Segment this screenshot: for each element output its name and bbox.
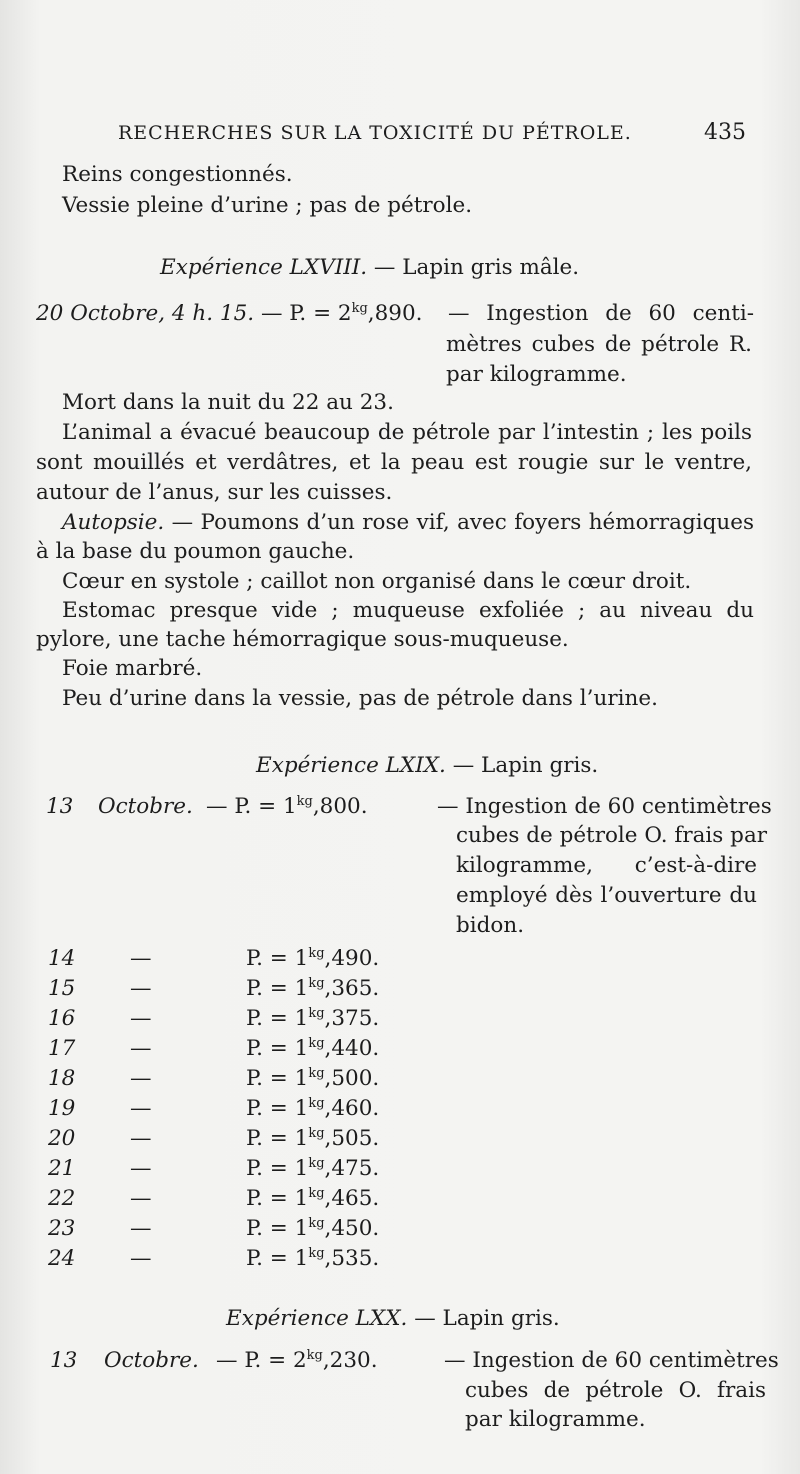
weight-suffix: ,365. [324, 976, 380, 1001]
weight-prefix: P. = 1 [246, 1096, 309, 1121]
weight-prefix: P. = 1 [246, 1126, 309, 1151]
text-line [62, 596, 754, 626]
text-line [62, 418, 752, 448]
weight-suffix: ,465. [324, 1186, 380, 1211]
row-day: 23 [48, 1216, 76, 1241]
justified-text: sont mouillés et verdâtres, et la peau est rougie sur le ventre, [36, 450, 752, 475]
row-day: 15 [48, 976, 76, 1001]
weight-unit: kg [308, 1216, 325, 1231]
ingestion-line: par kilogramme. [465, 1407, 646, 1432]
weight-prefix: P. = 1 [246, 1216, 309, 1241]
row-day: 17 [48, 1036, 76, 1061]
ingestion-text: cubes de pétrole O. frais [465, 1378, 766, 1403]
weight-unit: kg [308, 1186, 325, 1201]
text-line: Reins congestionnés. [62, 162, 293, 187]
ingestion-line: bidon. [456, 913, 525, 938]
experiment-heading [256, 751, 598, 781]
row-dash: — [130, 1216, 152, 1241]
weight-prefix: P. = 1 [246, 976, 309, 1001]
weight-suffix: ,375. [324, 1006, 380, 1031]
experiment-title: Expérience LXIX. [256, 753, 446, 778]
weight-suffix: ,440. [324, 1036, 380, 1061]
row-day: 16 [48, 1006, 76, 1031]
weight-unit: kg [308, 1156, 325, 1171]
row-day: 14 [48, 946, 76, 971]
row-weight [246, 1214, 379, 1244]
date-text: 20 Octobre, 4 h. 15. [36, 301, 255, 326]
row-dash: — [130, 1066, 152, 1091]
weight-unit: kg [296, 794, 313, 809]
ingestion-line [444, 1346, 779, 1376]
experiment-subject: — Lapin gris. [452, 753, 599, 778]
row-dash: — [130, 976, 152, 1001]
ingestion-text: kilogramme, c’est-à-dire [456, 853, 757, 878]
experiment-subject: — Lapin gris mâle. [373, 255, 580, 280]
weight-prefix: P. = 1 [246, 946, 309, 971]
weight-suffix: ,800. [312, 794, 368, 819]
weight-unit: kg [308, 1126, 325, 1141]
ingestion-text: cubes de pétrole O. frais par [456, 823, 768, 848]
weight-prefix: P. = 1 [246, 1186, 309, 1211]
weight-unit: kg [308, 1006, 325, 1021]
text-line: Mort dans la nuit du 22 au 23. [62, 390, 394, 415]
text-line: autour de l’anus, sur les cuisses. [36, 480, 393, 505]
row-weight [246, 1184, 379, 1214]
ingestion-line [437, 792, 772, 822]
justified-text: L’animal a évacué beaucoup de pétrole par l’intestin ; les poils [62, 420, 752, 445]
running-title: RECHERCHES SUR LA TOXICITÉ DU PÉTROLE. [118, 122, 632, 144]
row-weight [246, 1094, 379, 1124]
month-text: Octobre. [98, 794, 193, 819]
text-line: pylore, une tache hémorragique sous-muqueuse. [36, 627, 569, 652]
weight-unit: kg [308, 946, 325, 961]
weight-prefix: P. = 1 [246, 1006, 309, 1031]
ingestion-line: par kilogramme. [446, 362, 627, 387]
ingestion-text: — Ingestion de 60 centimètres [444, 1348, 779, 1373]
row-dash: — [130, 1036, 152, 1061]
weight-suffix: ,450. [324, 1216, 380, 1241]
experiment-heading [160, 253, 579, 283]
row-weight [246, 1154, 379, 1184]
justified-text: Estomac presque vide ; muqueuse exfoliée ; au niveau du [62, 598, 754, 623]
ingestion-line [456, 851, 757, 881]
ingestion-line [448, 299, 754, 329]
ingestion-text: — Ingestion de 60 centimètres [437, 794, 772, 819]
weight-suffix: ,535. [324, 1246, 380, 1271]
text-line: Vessie pleine d’urine ; pas de pétrole. [62, 193, 473, 218]
row-dash: — [130, 1096, 152, 1121]
row-weight [246, 974, 379, 1004]
weight-suffix: ,890. [367, 301, 423, 326]
weight-suffix: ,505. [324, 1126, 380, 1151]
page-number: 435 [704, 120, 746, 145]
row-day: 24 [48, 1246, 76, 1271]
ingestion-text: employé dès l’ouverture du [456, 883, 757, 908]
experiment-subject: — Lapin gris. [414, 1306, 560, 1331]
weight-unit: kg [351, 301, 368, 316]
row-dash: — [130, 946, 152, 971]
row-dash: — [130, 1246, 152, 1271]
row-dash: — [130, 1186, 152, 1211]
experiment-date [36, 299, 423, 329]
ingestion-line [465, 1376, 766, 1406]
weight-suffix: ,475. [324, 1156, 380, 1181]
text-line: Foie marbré. [62, 656, 203, 681]
weight-unit: kg [308, 976, 325, 991]
autopsie-text: — Poumons d’un rose vif, avec foyers hémorragiques [171, 510, 754, 535]
text-line [36, 448, 752, 478]
row-weight [246, 1124, 379, 1154]
weight-prefix: P. = 1 [246, 1036, 309, 1061]
row-weight [246, 944, 379, 974]
weight-suffix: ,230. [322, 1348, 378, 1373]
experiment-heading [226, 1304, 560, 1334]
row-day: 22 [48, 1186, 76, 1211]
row-day: 18 [48, 1066, 76, 1091]
text-line: Cœur en systole ; caillot non organisé dans le cœur droit. [62, 569, 692, 594]
row-day: 19 [48, 1096, 76, 1121]
experiment-title: Expérience LXVIII. [160, 255, 368, 280]
weight-value [261, 301, 423, 326]
weight-unit: kg [308, 1246, 325, 1261]
ingestion-text: — Ingestion de 60 centi- [448, 301, 754, 326]
weight-unit: kg [308, 1096, 325, 1111]
ingestion-line [456, 821, 768, 851]
ingestion-text: mètres cubes de pétrole R. [446, 332, 752, 357]
autopsie-line [62, 508, 754, 538]
row-dash: — [130, 1006, 152, 1031]
row-dash: — [130, 1156, 152, 1181]
experiment-title: Expérience LXX. [226, 1306, 408, 1331]
row-day: 21 [48, 1156, 76, 1181]
month-text: Octobre. [104, 1348, 199, 1373]
row-weight [246, 1064, 379, 1094]
row-weight [246, 1244, 379, 1274]
weight-prefix: — P. = 1 [206, 794, 297, 819]
row-weight [246, 1034, 379, 1064]
weight-unit: kg [308, 1036, 325, 1051]
ingestion-line [456, 881, 757, 911]
weight-prefix: P. = 1 [246, 1156, 309, 1181]
weight-prefix: — P. = 2 [216, 1348, 307, 1373]
row-weight [246, 1004, 379, 1034]
weight-value [216, 1346, 378, 1376]
row-dash: — [130, 1126, 152, 1151]
weight-prefix: P. = 1 [246, 1246, 309, 1271]
row-day: 20 [48, 1126, 76, 1151]
weight-prefix: — P. = 2 [260, 301, 352, 326]
day-number: 13 [50, 1348, 78, 1373]
weight-suffix: ,500. [324, 1066, 380, 1091]
day-number: 13 [46, 794, 74, 819]
weight-unit: kg [306, 1348, 323, 1363]
weight-prefix: P. = 1 [246, 1066, 309, 1091]
weight-value [206, 792, 368, 822]
text-line: Peu d’urine dans la vessie, pas de pétrole dans l’urine. [62, 686, 658, 711]
text-line: à la base du poumon gauche. [36, 539, 355, 564]
weight-suffix: ,490. [324, 946, 380, 971]
autopsie-label: Autopsie. [62, 510, 165, 535]
weight-unit: kg [308, 1066, 325, 1081]
weight-suffix: ,460. [324, 1096, 380, 1121]
ingestion-line [446, 330, 752, 360]
